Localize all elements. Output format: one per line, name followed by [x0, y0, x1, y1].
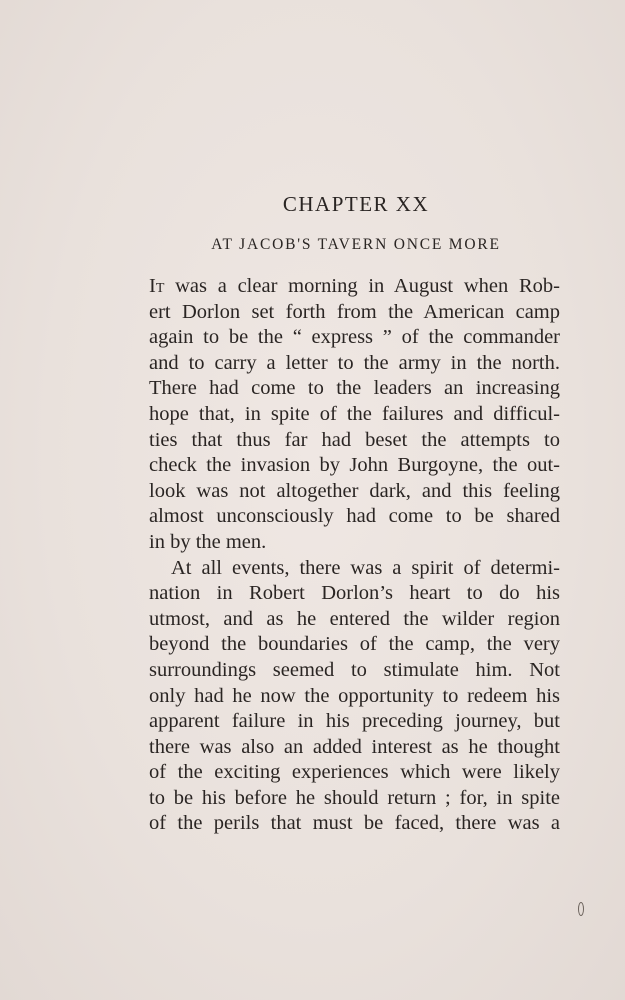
line-text: was a clear morning in August when Rob- — [164, 275, 560, 297]
text-line: and to carry a letter to the army in the north. — [149, 351, 560, 374]
text-line: there was also an added interest as he thought — [149, 735, 560, 758]
chapter-title: AT JACOB'S TAVERN ONCE MORE — [211, 236, 501, 253]
text-line: again to be the “ express ” of the commander — [149, 326, 560, 349]
text-line: beyond the boundaries of the camp, the very — [149, 633, 560, 656]
text-line: to be his before he should return ; for, in spite — [149, 786, 560, 809]
text-line: check the invasion by John Burgoyne, the out- — [149, 454, 560, 477]
text-line: almost unconsciously had come to be shared — [149, 505, 560, 528]
text-line: There had come to the leaders an increasing — [149, 377, 560, 400]
text-line: nation in Robert Dorlon’s heart to do his — [149, 582, 560, 605]
text-line: ert Dorlon set forth from the American camp — [149, 300, 560, 323]
text-line: At all events, there was a spirit of determi- — [171, 556, 560, 579]
page-edge-mark — [578, 902, 584, 916]
text-line: ties that thus far had beset the attempts to — [149, 428, 560, 451]
text-line: hope that, in spite of the failures and difficul- — [149, 402, 560, 425]
text-line — [149, 274, 560, 300]
text-line: apparent failure in his preceding journey, but — [149, 710, 560, 733]
text-line: of the exciting experiences which were likely — [149, 761, 560, 784]
text-line: look was not altogether dark, and this feeling — [149, 479, 560, 502]
body-text — [149, 274, 560, 837]
text-line: in by the men. — [149, 530, 267, 553]
text-line: only had he now the opportunity to redeem his — [149, 684, 560, 707]
text-line: utmost, and as he entered the wilder region — [149, 607, 560, 630]
dropcap-word: It — [149, 275, 165, 297]
chapter-number: CHAPTER XX — [282, 192, 430, 216]
text-line: surroundings seemed to stimulate him. Not — [149, 658, 560, 681]
text-line: of the perils that must be faced, there was a — [149, 812, 560, 835]
